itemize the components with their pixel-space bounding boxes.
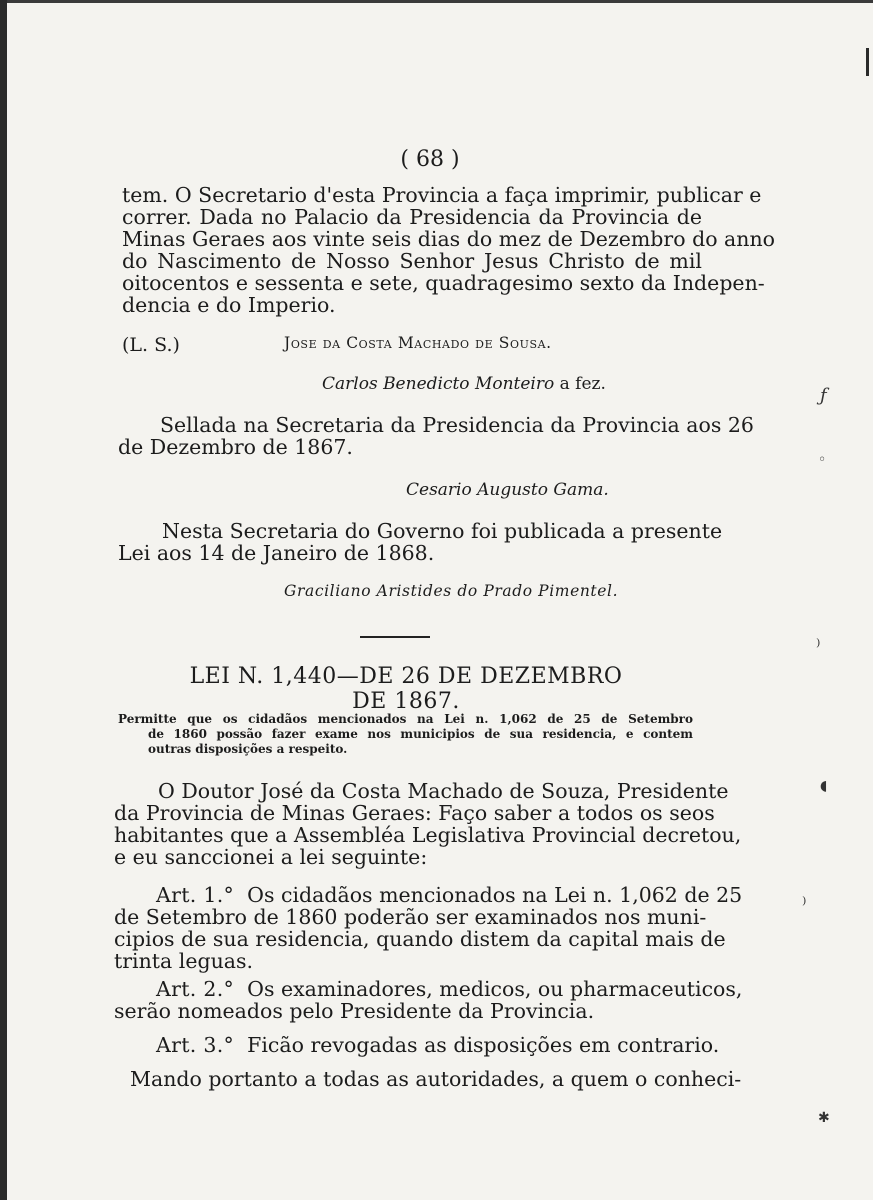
- text-line: Minas Geraes aos vinte seis dias do mez de Dezembro do anno: [122, 227, 776, 251]
- article-label: Art. 1.°: [156, 883, 235, 907]
- text-line: Sellada na Secretaria da Presidencia da Provincia aos 26: [160, 413, 754, 437]
- text-line: correr. Dada no Palacio da Presidencia da Provincia de: [122, 205, 702, 229]
- signature-name: Carlos Benedicto Monteiro: [322, 374, 555, 394]
- law-title: LEI N. 1,440—DE 26 DE DEZEMBRO DE 1867.: [189, 664, 623, 714]
- scan-edge-mark: [866, 48, 869, 76]
- article-text: Os examinadores, medicos, ou pharmaceuticos,: [247, 977, 743, 1001]
- scan-edge-left: [0, 0, 7, 1200]
- text-line: outras disposições a respeito.: [148, 742, 348, 756]
- article-1: [114, 883, 743, 973]
- seal-mark: (L. S.): [122, 334, 180, 356]
- text-line: trinta leguas.: [114, 949, 254, 973]
- text-line: Lei aos 14 de Janeiro de 1868.: [118, 541, 435, 565]
- signature-graciliano: Graciliano Aristides do Prado Pimentel.: [284, 582, 619, 600]
- text-line: Mando portanto a todas as autoridades, a quem o conheci-: [130, 1067, 742, 1091]
- text-line: dencia e do Imperio.: [122, 293, 336, 317]
- margin-mark-icon: ⁾: [816, 636, 821, 657]
- text-line: cipios de sua residencia, quando distem da capital mais de: [114, 927, 726, 951]
- article-text: Os cidadãos mencionados na Lei n. 1,062 de 25: [247, 883, 743, 907]
- signature-cesario: Cesario Augusto Gama.: [406, 480, 609, 500]
- text-line: do Nascimento de Nosso Senhor Jesus Christo de mil: [122, 249, 702, 273]
- article-line: [114, 883, 743, 907]
- text-line: Nesta Secretaria do Governo foi publicada a presente: [162, 519, 723, 543]
- paragraph-intro: [114, 779, 742, 869]
- text-line: serão nomeados pelo Presidente da Provincia.: [114, 999, 595, 1023]
- article-line: [114, 977, 743, 1001]
- paragraph-decree-end: [122, 183, 776, 317]
- margin-mark-icon: ◖: [820, 778, 828, 794]
- paragraph-closing: [130, 1067, 742, 1091]
- text-line: habitantes que a Assembléa Legislativa Provincial decretou,: [114, 823, 742, 847]
- text-line: O Doutor José da Costa Machado de Souza, Presidente: [158, 779, 729, 803]
- signature-benedicto: [322, 374, 606, 394]
- text-line: tem. O Secretario d'esta Provincia a faça imprimir, publicar e: [122, 183, 762, 207]
- scan-edge-top: [0, 0, 873, 3]
- article-text: Ficão revogadas as disposições em contrario.: [247, 1033, 720, 1057]
- paragraph-nesta: [118, 519, 723, 565]
- text-line: e eu sanccionei a lei seguinte:: [114, 845, 428, 869]
- text-line: da Provincia de Minas Geraes: Faço saber a todos os seos: [114, 801, 715, 825]
- article-line: [114, 1033, 720, 1057]
- signature-suffix: a fez.: [554, 374, 606, 394]
- margin-mark-icon: ✱: [818, 1110, 830, 1126]
- section-divider: [360, 636, 430, 638]
- signature-president: Jose da Costa Machado de Sousa.: [284, 334, 552, 352]
- law-summary: [118, 712, 693, 757]
- text-line: Permitte que os cidadãos mencionados na Lei n. 1,062 de 25 de Setembro: [118, 712, 693, 726]
- text-line: oitocentos e sessenta e sete, quadragesimo sexto da Indepen-: [122, 271, 765, 295]
- text-line: de Setembro de 1860 poderão ser examinados nos muni-: [114, 905, 707, 929]
- article-3: [114, 1033, 720, 1057]
- text-line: de 1860 possão fazer exame nos municipios de sua residencia, e contem: [148, 727, 693, 741]
- page-number: ( 68 ): [400, 147, 460, 172]
- paragraph-sellada: [118, 413, 754, 459]
- margin-mark-icon: ƒ: [820, 385, 827, 406]
- margin-mark-icon: ⁾: [802, 894, 807, 915]
- text-line: de Dezembro de 1867.: [118, 435, 353, 459]
- article-label: Art. 3.°: [156, 1033, 235, 1057]
- article-2: [114, 977, 743, 1023]
- margin-mark-icon: ◦: [818, 452, 827, 468]
- article-label: Art. 2.°: [156, 977, 235, 1001]
